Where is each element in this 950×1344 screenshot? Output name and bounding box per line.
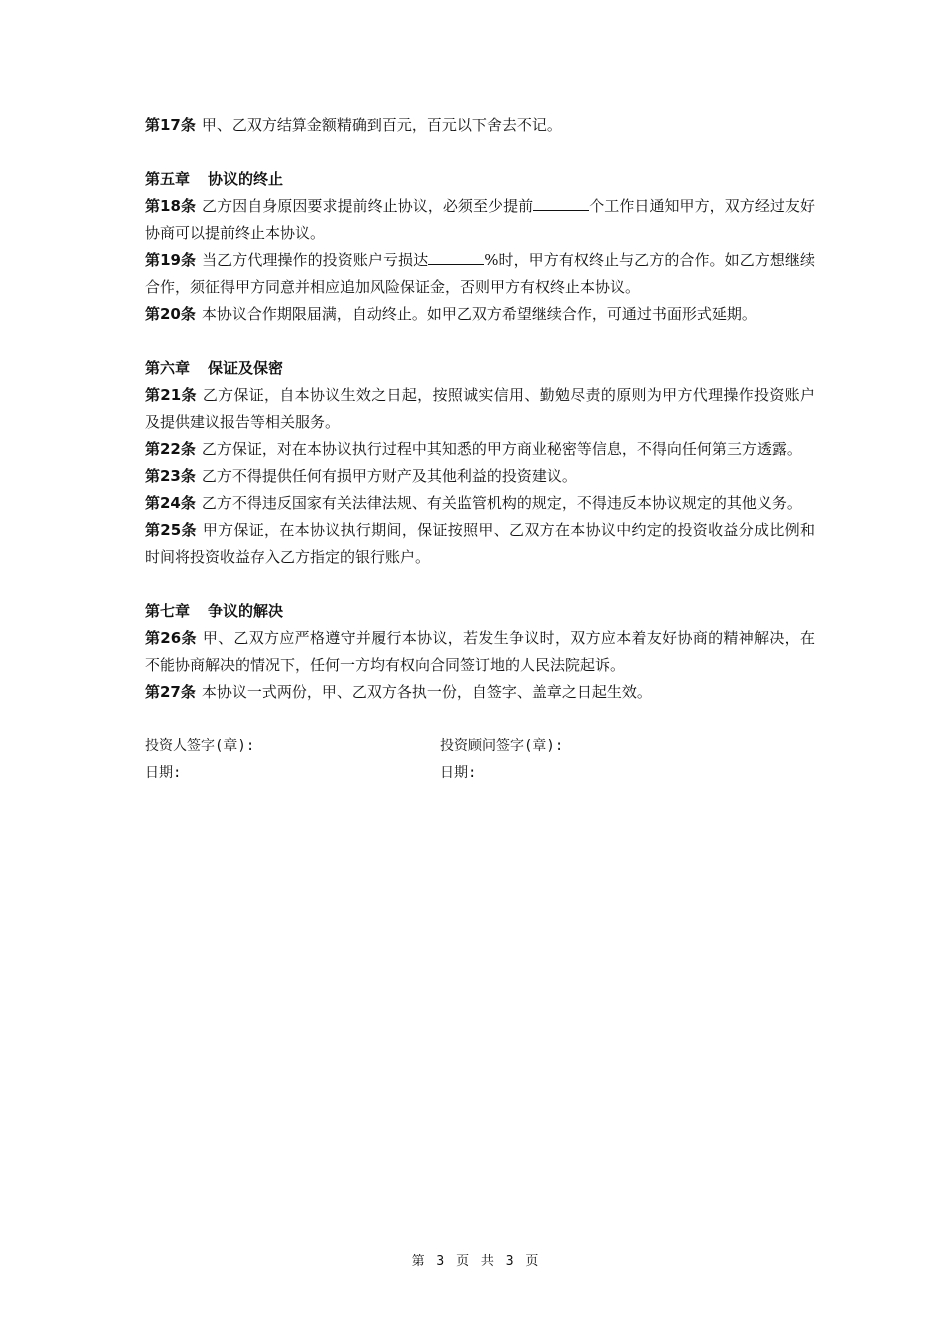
blank-loss-percent-field[interactable]: [428, 249, 484, 265]
chapter-number: 第七章: [145, 602, 191, 620]
chapter-number: 第五章: [145, 170, 191, 188]
article-17: [145, 112, 815, 139]
article-number: 第22条: [145, 440, 196, 458]
article-text-part-b: 个工作日通知甲方，双方经过友好协商可以提前终止本协议。: [145, 197, 815, 242]
article-20: [145, 301, 815, 328]
article-text: 乙方不得违反国家有关法律法规、有关监管机构的规定，不得违反本协议规定的其他义务。: [201, 494, 802, 512]
page-footer: 第 3 页 共 3 页: [411, 1254, 539, 1269]
chapter-title: 协议的终止: [208, 170, 284, 188]
article-number: 第23条: [145, 467, 196, 485]
advisor-date-label: 日期:: [440, 765, 477, 781]
article-number: 第27条: [145, 683, 196, 701]
date-row: [145, 760, 815, 787]
advisor-signature-label: 投资顾问签字(章):: [440, 738, 564, 754]
chapter-title: 争议的解决: [208, 602, 284, 620]
article-text: 甲、乙双方结算金额精确到百元，百元以下舍去不记。: [201, 116, 562, 134]
document-body: [145, 112, 815, 787]
blank-days-field[interactable]: [533, 195, 589, 211]
article-25: [145, 517, 815, 571]
article-text: 乙方不得提供任何有损甲方财产及其他利益的投资建议。: [201, 467, 577, 485]
article-number: 第24条: [145, 494, 196, 512]
article-text: 甲方保证，在本协议执行期间，保证按照甲、乙双方在本协议中约定的投资收益分成比例和时间将投资收益存入乙方指定的银行账户。: [145, 521, 815, 566]
chapter-7-heading: [145, 598, 815, 625]
article-19: [145, 247, 815, 301]
article-number: 第20条: [145, 305, 196, 323]
article-number: 第26条: [145, 629, 197, 647]
article-text: 本协议一式两份，甲、乙双方各执一份，自签字、盖章之日起生效。: [201, 683, 652, 701]
article-number: 第19条: [145, 251, 197, 269]
investor-date-label: 日期:: [145, 765, 182, 781]
article-number: 第18条: [145, 197, 197, 215]
chapter-6-heading: [145, 355, 815, 382]
article-23: [145, 463, 815, 490]
article-number: 第25条: [145, 521, 197, 539]
article-22: [145, 436, 815, 463]
chapter-title: 保证及保密: [208, 359, 284, 377]
article-number: 第17条: [145, 116, 196, 134]
article-text-part-a: 当乙方代理操作的投资账户亏损达: [202, 251, 429, 269]
article-26: [145, 625, 815, 679]
chapter-5-heading: [145, 166, 815, 193]
article-27: [145, 679, 815, 706]
article-number: 第21条: [145, 386, 197, 404]
investor-signature-label: 投资人签字(章):: [145, 738, 255, 754]
chapter-number: 第六章: [145, 359, 191, 377]
article-21: [145, 382, 815, 436]
article-text-part-a: 乙方因自身原因要求提前终止协议，必须至少提前: [202, 197, 534, 215]
article-text: 乙方保证，对在本协议执行过程中其知悉的甲方商业秘密等信息，不得向任何第三方透露。: [201, 440, 802, 458]
article-text: 本协议合作期限届满，自动终止。如甲乙双方希望继续合作，可通过书面形式延期。: [201, 305, 757, 323]
article-text: 乙方保证，自本协议生效之日起，按照诚实信用、勤勉尽责的原则为甲方代理操作投资账户及提供建议报告等相关服务。: [145, 386, 815, 431]
article-text: 甲、乙双方应严格遵守并履行本协议，若发生争议时，双方应本着友好协商的精神解决，在不能协商解决的情况下，任何一方均有权向合同签订地的人民法院起诉。: [145, 629, 815, 674]
signature-row: [145, 733, 815, 760]
article-24: [145, 490, 815, 517]
article-text-part-b: %时，甲方有权终止与乙方的合作。如乙方想继续合作，须征得甲方同意并相应追加风险保证金，否则甲方有权终止本协议。: [145, 251, 815, 296]
article-18: [145, 193, 815, 247]
